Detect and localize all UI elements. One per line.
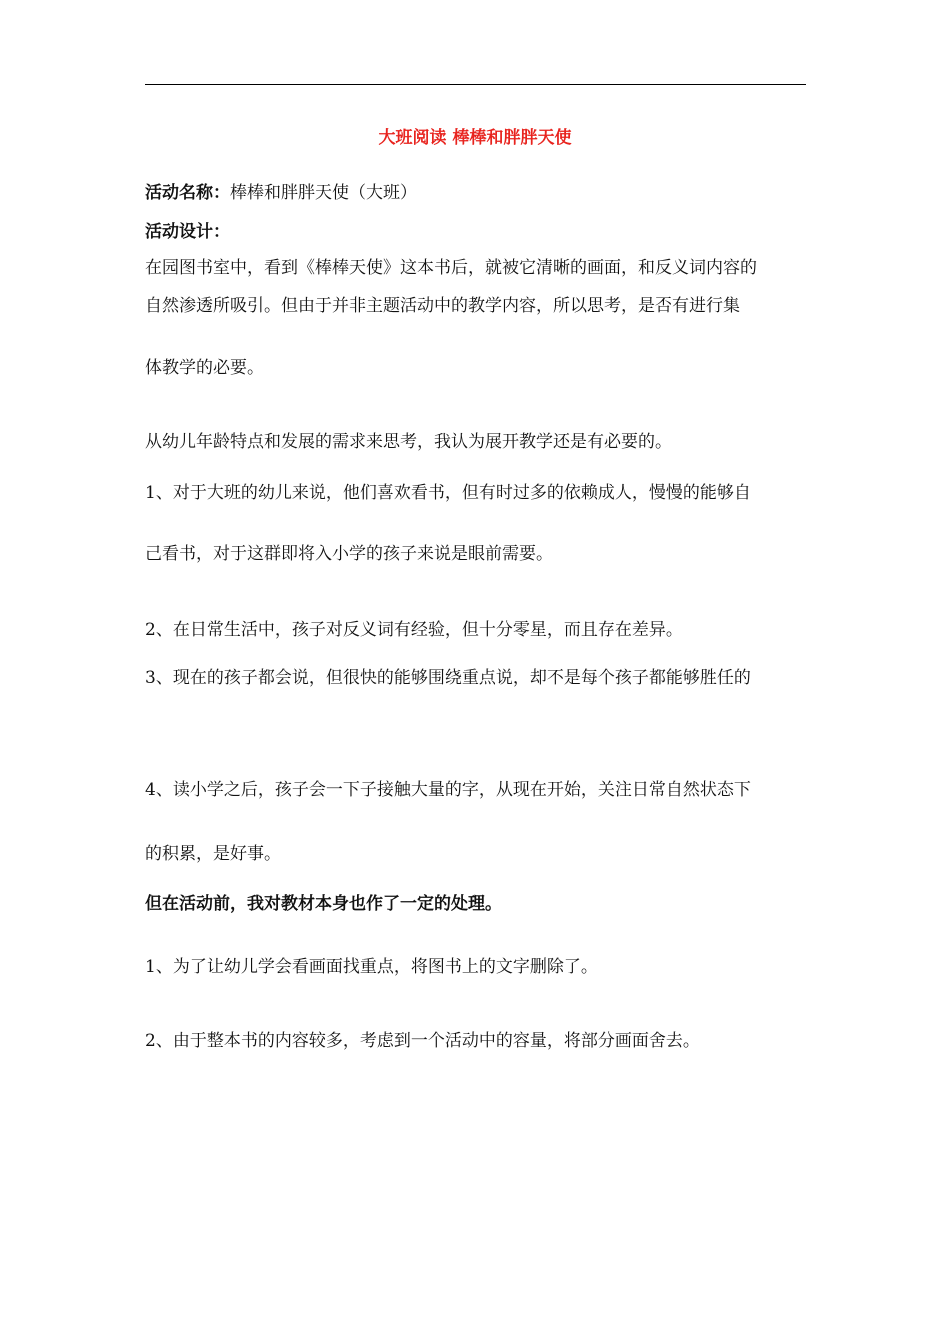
paragraph-line: 在园图书室中，看到《棒棒天使》这本书后，就被它清晰的画面，和反义词内容的: [145, 258, 757, 278]
paragraph-line: 3、现在的孩子都会说，但很快的能够围绕重点说，却不是每个孩子都能够胜任的: [145, 668, 751, 688]
activity-name-label: 活动名称：: [145, 183, 230, 203]
paragraph-line: 从幼儿年龄特点和发展的需求来思考，我认为展开教学还是有必要的。: [145, 432, 672, 452]
header-rule: [145, 84, 806, 85]
paragraph-line: 体教学的必要。: [145, 358, 264, 378]
paragraph-line: 的积累，是好事。: [145, 844, 281, 864]
paragraph-line: 己看书，对于这群即将入小学的孩子来说是眼前需要。: [145, 544, 553, 564]
document-title: 大班阅读 棒棒和胖胖天使: [378, 128, 572, 148]
activity-name-row: [145, 181, 815, 205]
processing-heading: 但在活动前，我对教材本身也作了一定的处理。: [145, 894, 502, 914]
paragraph-line: 1、对于大班的幼儿来说，他们喜欢看书，但有时过多的依赖成人，慢慢的能够自: [145, 483, 751, 503]
design-label: 活动设计：: [145, 222, 230, 242]
activity-name-value: 棒棒和胖胖天使（大班）: [230, 183, 417, 203]
processing-item: 1、为了让幼儿学会看画面找重点，将图书上的文字删除了。: [145, 957, 598, 977]
paragraph-line: 2、在日常生活中，孩子对反义词有经验，但十分零星，而且存在差异。: [145, 620, 683, 640]
paragraph-line: 自然渗透所吸引。但由于并非主题活动中的教学内容，所以思考，是否有进行集: [145, 296, 740, 316]
processing-item: 2、由于整本书的内容较多，考虑到一个活动中的容量，将部分画面舍去。: [145, 1031, 700, 1051]
paragraph-line: 4、读小学之后，孩子会一下子接触大量的字，从现在开始，关注日常自然状态下: [145, 780, 751, 800]
